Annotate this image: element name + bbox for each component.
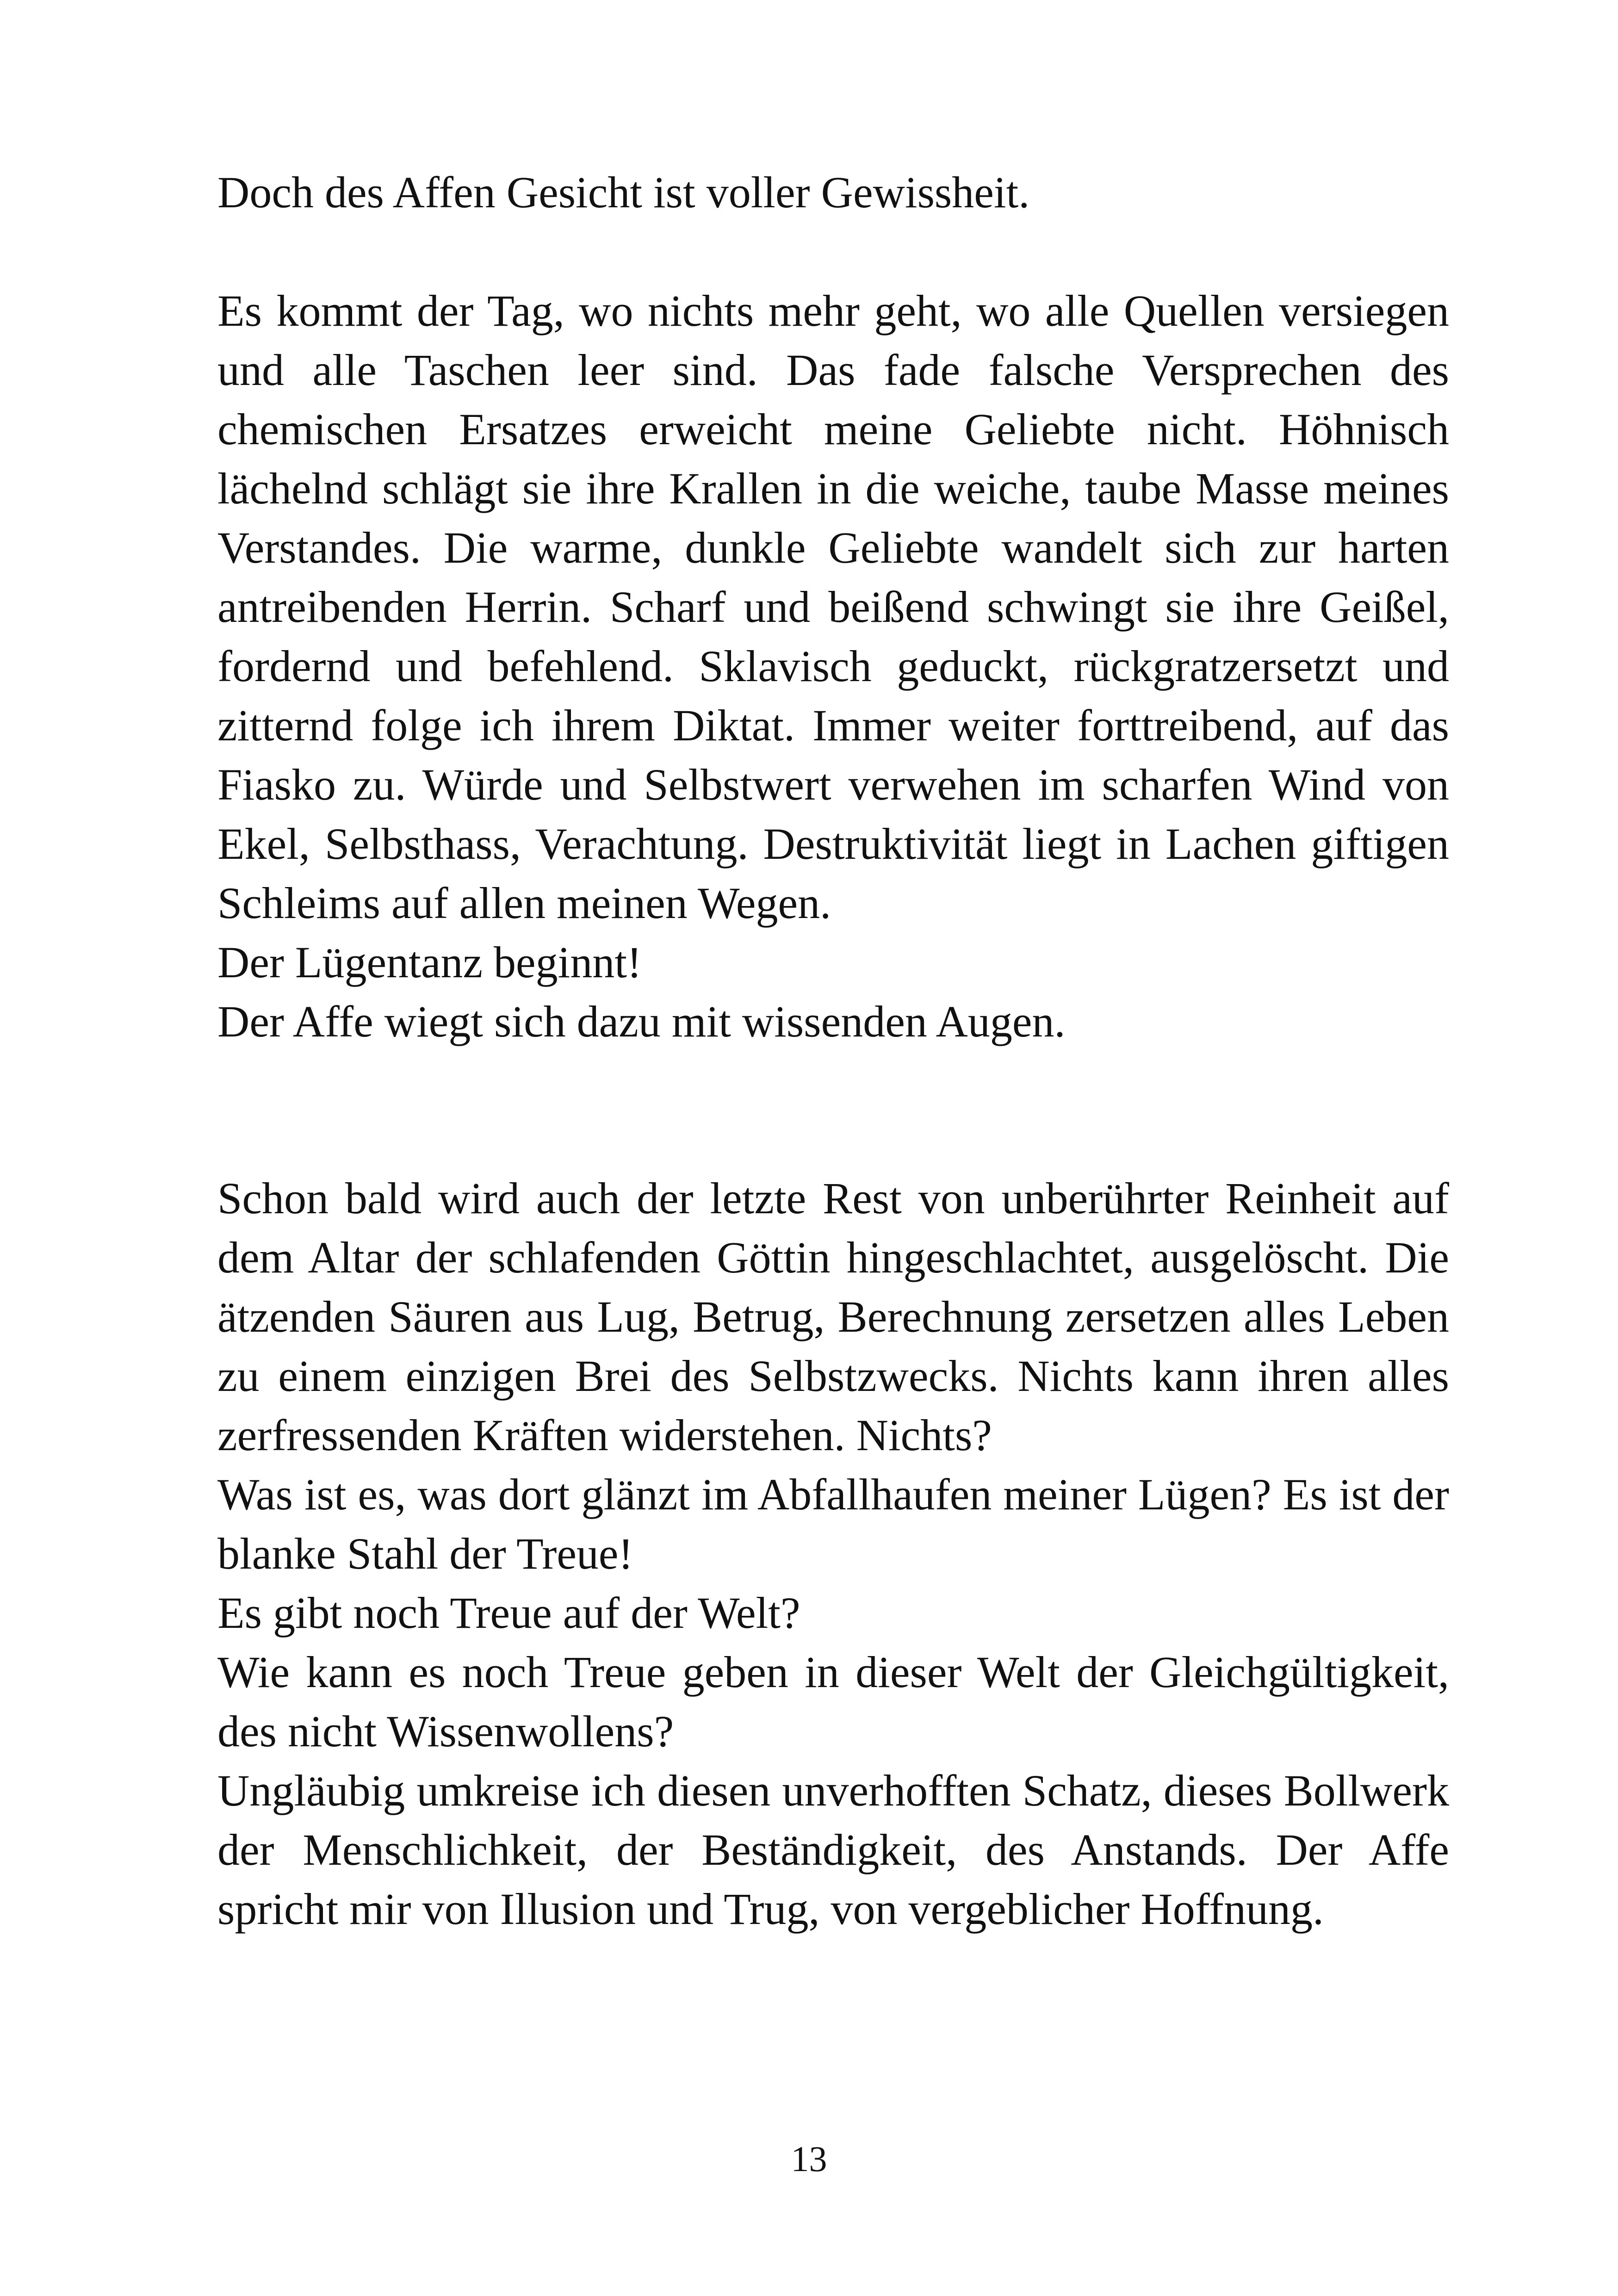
paragraph: Der Affe wiegt sich dazu mit wissenden Augen. <box>217 997 1066 1046</box>
paragraph-block-loyalty <box>217 1169 1449 1939</box>
paragraph: Der Lügentanz beginnt! <box>217 937 642 987</box>
opening-line-block <box>217 163 1449 222</box>
paragraph: Wie kann es noch Treue geben in dieser Welt der Gleichgültigkeit, des nicht Wissenwollens? <box>217 1647 1449 1756</box>
paragraph: Ungläubig umkreise ich diesen unverhofften Schatz, dieses Bollwerk der Menschlichkeit, der Beständigkeit, des Anstands. Der Affe spricht mir von Illusion und Trug, von vergeblicher Hoffnung. <box>217 1766 1449 1934</box>
paragraph: Schon bald wird auch der letzte Rest von unberührter Reinheit auf dem Altar der schlafenden Göttin hingeschlachtet, ausgelöscht. Die ätzenden Säuren aus Lug, Betrug, Berechnung zersetzen alles Leben zu einem einzigen Brei des Selbstzwecks. Nichts kann ihren alles zerfressenden Kräften widerstehen. Nichts? <box>217 1173 1449 1460</box>
paragraph: Es kommt der Tag, wo nichts mehr geht, wo alle Quellen versiegen und alle Taschen leer sind. Das fade falsche Versprechen des chemischen Ersatzes erweicht meine Geliebte nicht. Höhnisch lächelnd schlägt sie ihre Krallen in die weiche, taube Masse meines Verstandes. Die warme, dunkle Geliebte wandelt sich zur harten antreibenden Herrin. Scharf und beißend schwingt sie ihre Geißel, fordernd und befehlend. Sklavisch geduckt, rückgratzersetzt und zitternd folge ich ihrem Diktat. Immer weiter forttreibend, auf das Fiasko zu. Würde und Selbstwert verwehen im scharfen Wind von Ekel, Selbsthass, Verachtung. Destruktivität liegt in Lachen giftigen Schleims auf allen meinen Wegen. <box>217 286 1449 928</box>
paragraph: Doch des Affen Gesicht ist voller Gewissheit. <box>217 168 1030 217</box>
paragraph: Was ist es, was dort glänzt im Abfallhaufen meiner Lügen? Es ist der blanke Stahl der Treue! <box>217 1470 1449 1578</box>
paragraph-block-dependency <box>217 281 1449 1051</box>
page-number: 13 <box>791 2139 827 2179</box>
paragraph: Es gibt noch Treue auf der Welt? <box>217 1588 800 1638</box>
